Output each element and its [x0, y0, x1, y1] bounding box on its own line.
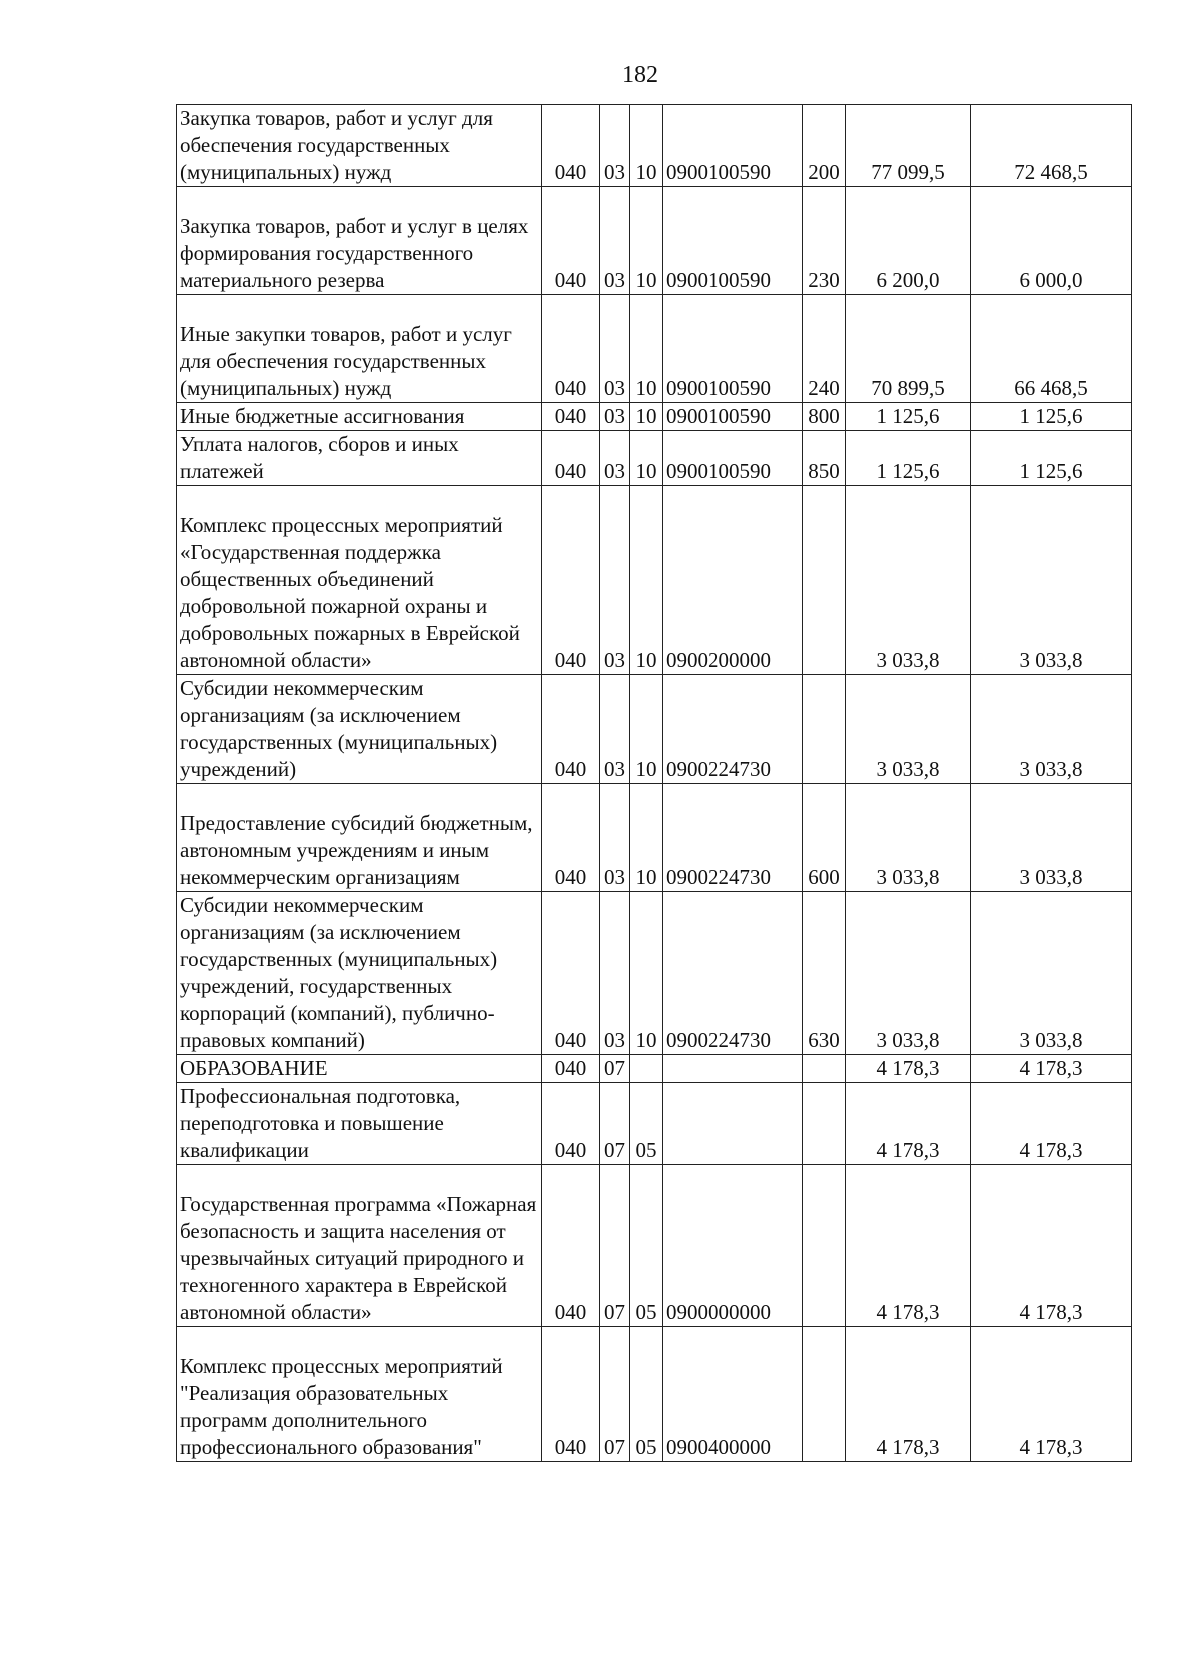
target-code: 0900100590 [663, 403, 803, 431]
table-row [177, 486, 1132, 675]
expense-type-code: 800 [803, 403, 846, 431]
sum-1: 4 178,3 [846, 1165, 971, 1327]
expense-type-code: 240 [803, 295, 846, 403]
expense-type-code: 600 [803, 784, 846, 892]
target-code: 0900100590 [663, 295, 803, 403]
ministry-code: 040 [542, 675, 600, 784]
sum-2: 4 178,3 [971, 1165, 1132, 1327]
expense-type-code [803, 1083, 846, 1165]
sum-1: 1 125,6 [846, 403, 971, 431]
row-name: Иные бюджетные ассигнования [177, 403, 542, 431]
subsection-code: 10 [630, 105, 663, 187]
section-code: 03 [600, 784, 630, 892]
target-code: 0900224730 [663, 784, 803, 892]
target-code [663, 1055, 803, 1083]
section-code: 07 [600, 1083, 630, 1165]
target-code: 0900100590 [663, 105, 803, 187]
ministry-code: 040 [542, 1055, 600, 1083]
target-code: 0900200000 [663, 486, 803, 675]
sum-1: 3 033,8 [846, 784, 971, 892]
sum-2: 4 178,3 [971, 1083, 1132, 1165]
row-name: Закупка товаров, работ и услуг для обеспечения государственных (муниципальных) нужд [177, 105, 542, 187]
subsection-code: 10 [630, 187, 663, 295]
expense-type-code [803, 1055, 846, 1083]
ministry-code: 040 [542, 105, 600, 187]
table-row [177, 1327, 1132, 1462]
row-name: Иные закупки товаров, работ и услуг для обеспечения государственных (муниципальных) нужд [177, 295, 542, 403]
ministry-code: 040 [542, 784, 600, 892]
expense-type-code: 200 [803, 105, 846, 187]
sum-1: 3 033,8 [846, 892, 971, 1055]
table-row [177, 892, 1132, 1055]
table-row [177, 431, 1132, 486]
sum-1: 1 125,6 [846, 431, 971, 486]
row-name: Предоставление субсидий бюджетным, автономным учреждениям и иным некоммерческим организациям [177, 784, 542, 892]
table-row [177, 295, 1132, 403]
ministry-code: 040 [542, 295, 600, 403]
target-code: 0900400000 [663, 1327, 803, 1462]
subsection-code: 10 [630, 892, 663, 1055]
expense-type-code: 630 [803, 892, 846, 1055]
subsection-code [630, 1055, 663, 1083]
sum-2: 3 033,8 [971, 675, 1132, 784]
section-code: 03 [600, 486, 630, 675]
sum-2: 1 125,6 [971, 431, 1132, 486]
ministry-code: 040 [542, 892, 600, 1055]
subsection-code: 10 [630, 675, 663, 784]
expense-type-code: 850 [803, 431, 846, 486]
sum-2: 4 178,3 [971, 1055, 1132, 1083]
section-code: 03 [600, 431, 630, 486]
ministry-code: 040 [542, 1165, 600, 1327]
section-code: 03 [600, 403, 630, 431]
row-name: Профессиональная подготовка, переподготовка и повышение квалификации [177, 1083, 542, 1165]
table-row [177, 105, 1132, 187]
table-row [177, 1055, 1132, 1083]
table-row [177, 187, 1132, 295]
target-code: 0900100590 [663, 187, 803, 295]
ministry-code: 040 [542, 486, 600, 675]
sum-2: 4 178,3 [971, 1327, 1132, 1462]
ministry-code: 040 [542, 1327, 600, 1462]
expense-type-code [803, 486, 846, 675]
sum-2: 1 125,6 [971, 403, 1132, 431]
subsection-code: 10 [630, 431, 663, 486]
expense-type-code [803, 1327, 846, 1462]
subsection-code: 05 [630, 1083, 663, 1165]
subsection-code: 10 [630, 403, 663, 431]
table-row [177, 1165, 1132, 1327]
sum-1: 4 178,3 [846, 1327, 971, 1462]
sum-1: 6 200,0 [846, 187, 971, 295]
sum-2: 3 033,8 [971, 486, 1132, 675]
row-name: Государственная программа «Пожарная безопасность и защита населения от чрезвычайных ситуаций природного и техногенного характера в Еврейской автономной области» [177, 1165, 542, 1327]
section-code: 03 [600, 187, 630, 295]
section-code: 03 [600, 295, 630, 403]
ministry-code: 040 [542, 187, 600, 295]
section-code: 07 [600, 1165, 630, 1327]
expense-type-code [803, 675, 846, 784]
subsection-code: 10 [630, 486, 663, 675]
sum-1: 3 033,8 [846, 486, 971, 675]
section-code: 07 [600, 1055, 630, 1083]
section-code: 07 [600, 1327, 630, 1462]
sum-2: 3 033,8 [971, 784, 1132, 892]
row-name: Субсидии некоммерческим организациям (за исключением государственных (муниципальных) учреждений) [177, 675, 542, 784]
sum-1: 4 178,3 [846, 1055, 971, 1083]
section-code: 03 [600, 105, 630, 187]
table-row [177, 403, 1132, 431]
table-row [177, 784, 1132, 892]
sum-1: 77 099,5 [846, 105, 971, 187]
expense-type-code: 230 [803, 187, 846, 295]
table-row [177, 675, 1132, 784]
target-code: 0900224730 [663, 675, 803, 784]
table-row [177, 1083, 1132, 1165]
target-code [663, 1083, 803, 1165]
row-name: ОБРАЗОВАНИЕ [177, 1055, 542, 1083]
row-name: Уплата налогов, сборов и иных платежей [177, 431, 542, 486]
row-name: Комплекс процессных мероприятий «Государственная поддержка общественных объединений добровольной пожарной охраны и добровольных пожарных в Еврейской автономной области» [177, 486, 542, 675]
sum-2: 72 468,5 [971, 105, 1132, 187]
page-number: 182 [622, 62, 658, 88]
sum-2: 3 033,8 [971, 892, 1132, 1055]
target-code: 0900100590 [663, 431, 803, 486]
sum-1: 4 178,3 [846, 1083, 971, 1165]
section-code: 03 [600, 675, 630, 784]
row-name: Субсидии некоммерческим организациям (за исключением государственных (муниципальных) учреждений, государственных корпораций (компаний), публично-правовых компаний) [177, 892, 542, 1055]
subsection-code: 05 [630, 1327, 663, 1462]
row-name: Комплекс процессных мероприятий "Реализация образовательных программ дополнительного профессионального образования" [177, 1327, 542, 1462]
sum-2: 66 468,5 [971, 295, 1132, 403]
subsection-code: 05 [630, 1165, 663, 1327]
row-name: Закупка товаров, работ и услуг в целях формирования государственного материального резерва [177, 187, 542, 295]
sum-2: 6 000,0 [971, 187, 1132, 295]
expense-type-code [803, 1165, 846, 1327]
section-code: 03 [600, 892, 630, 1055]
ministry-code: 040 [542, 1083, 600, 1165]
ministry-code: 040 [542, 403, 600, 431]
sum-1: 3 033,8 [846, 675, 971, 784]
target-code: 0900224730 [663, 892, 803, 1055]
subsection-code: 10 [630, 784, 663, 892]
sum-1: 70 899,5 [846, 295, 971, 403]
subsection-code: 10 [630, 295, 663, 403]
budget-table [176, 104, 1132, 1462]
target-code: 0900000000 [663, 1165, 803, 1327]
ministry-code: 040 [542, 431, 600, 486]
